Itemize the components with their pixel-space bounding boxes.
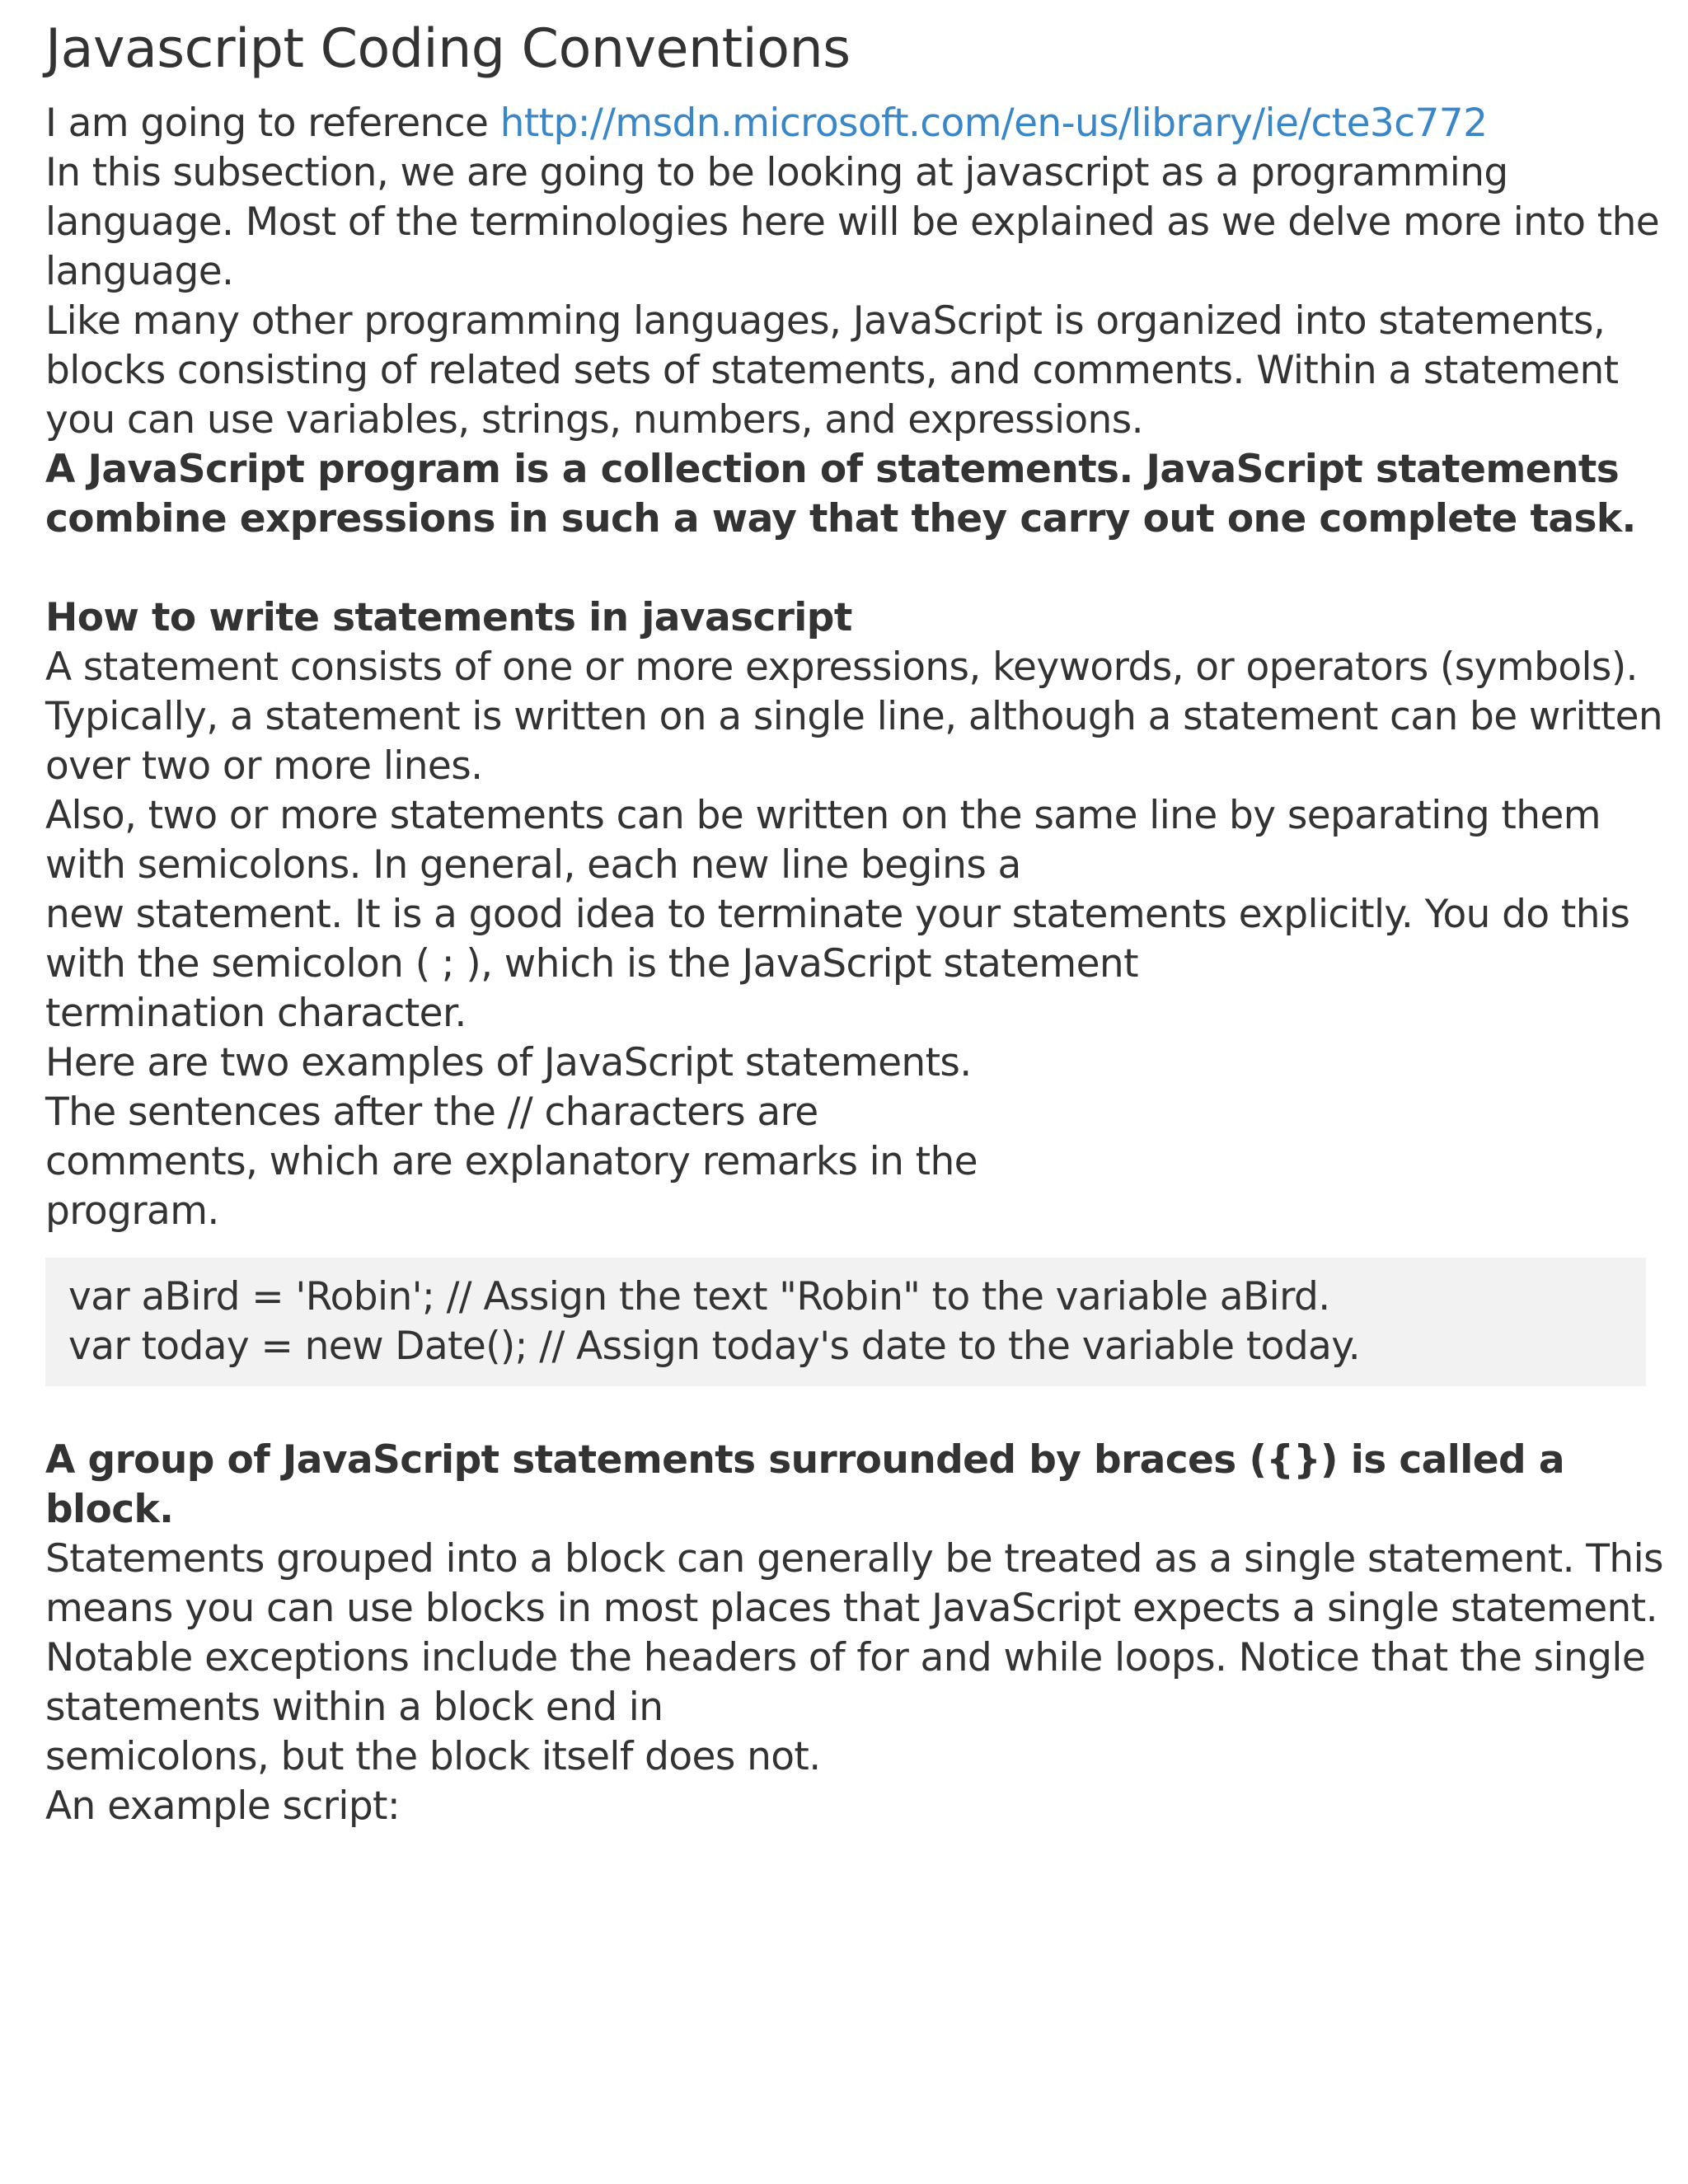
statements-line: with semicolons. In general, each new line begins a bbox=[45, 842, 1021, 888]
intro-line: blocks consisting of related sets of statements, and comments. Within a statement bbox=[45, 348, 1619, 393]
statements-section bbox=[45, 593, 1663, 1236]
intro-line: In this subsection, we are going to be looking at javascript as a programming bbox=[45, 150, 1508, 195]
statements-line: program. bbox=[45, 1188, 219, 1234]
block-line: statements within a block end in bbox=[45, 1685, 663, 1730]
intro-line: language. Most of the terminologies here will be explained as we delve more into the bbox=[45, 199, 1660, 245]
code-line: var aBird = 'Robin'; // Assign the text "Robin" to the variable aBird. bbox=[68, 1274, 1330, 1319]
block-line: Notable exceptions include the headers of for and while loops. Notice that the single bbox=[45, 1635, 1646, 1680]
statements-line: Also, two or more statements can be written on the same line by separating them bbox=[45, 793, 1601, 838]
block-line: An example script: bbox=[45, 1783, 401, 1829]
document-page bbox=[45, 15, 1663, 1831]
intro-bold-line: combine expressions in such a way that they carry out one complete task. bbox=[45, 496, 1636, 541]
statements-line: The sentences after the // characters are bbox=[45, 1090, 818, 1135]
statements-line: over two or more lines. bbox=[45, 743, 483, 789]
intro-bold-line: A JavaScript program is a collection of statements. JavaScript statements bbox=[45, 447, 1620, 492]
reference-prefix: I am going to reference bbox=[45, 101, 500, 146]
intro-line: language. bbox=[45, 249, 234, 294]
statements-line: termination character. bbox=[45, 991, 467, 1036]
block-line: semicolons, but the block itself does not. bbox=[45, 1734, 821, 1779]
statements-line: with the semicolon ( ; ), which is the JavaScript statement bbox=[45, 941, 1138, 987]
spacer bbox=[45, 544, 1653, 593]
code-line: var today = new Date(); // Assign today's date to the variable today. bbox=[68, 1324, 1361, 1369]
statements-line: comments, which are explanatory remarks in the bbox=[45, 1139, 978, 1184]
statements-line: Here are two examples of JavaScript statements. bbox=[45, 1040, 972, 1085]
page-title: Javascript Coding Conventions bbox=[45, 18, 851, 80]
spacer bbox=[45, 1386, 1653, 1436]
intro-line: Like many other programming languages, JavaScript is organized into statements, bbox=[45, 298, 1606, 344]
intro-line: you can use variables, strings, numbers, and expressions. bbox=[45, 397, 1143, 443]
block-line: Statements grouped into a block can generally be treated as a single statement. This bbox=[45, 1536, 1663, 1582]
block-bold-line: A group of JavaScript statements surrounded by braces ({}) is called a bbox=[45, 1437, 1564, 1483]
block-section bbox=[45, 1436, 1663, 1831]
statements-heading: How to write statements in javascript bbox=[45, 595, 852, 640]
reference-link[interactable]: http://msdn.microsoft.com/en-us/library/ie/cte3c772 bbox=[499, 101, 1488, 146]
statements-line: Typically, a statement is written on a single line, although a statement can be written bbox=[45, 694, 1663, 739]
reference-line bbox=[45, 99, 1653, 148]
statements-line: A statement consists of one or more expressions, keywords, or operators (symbols). bbox=[45, 644, 1638, 690]
intro-section bbox=[45, 99, 1660, 544]
spacer bbox=[45, 1236, 1653, 1258]
block-line: means you can use blocks in most places that JavaScript expects a single statement. bbox=[45, 1586, 1658, 1631]
block-bold-line: block. bbox=[45, 1487, 174, 1532]
code-example-box bbox=[45, 1258, 1646, 1386]
statements-line: new statement. It is a good idea to terminate your statements explicitly. You do this bbox=[45, 892, 1630, 937]
